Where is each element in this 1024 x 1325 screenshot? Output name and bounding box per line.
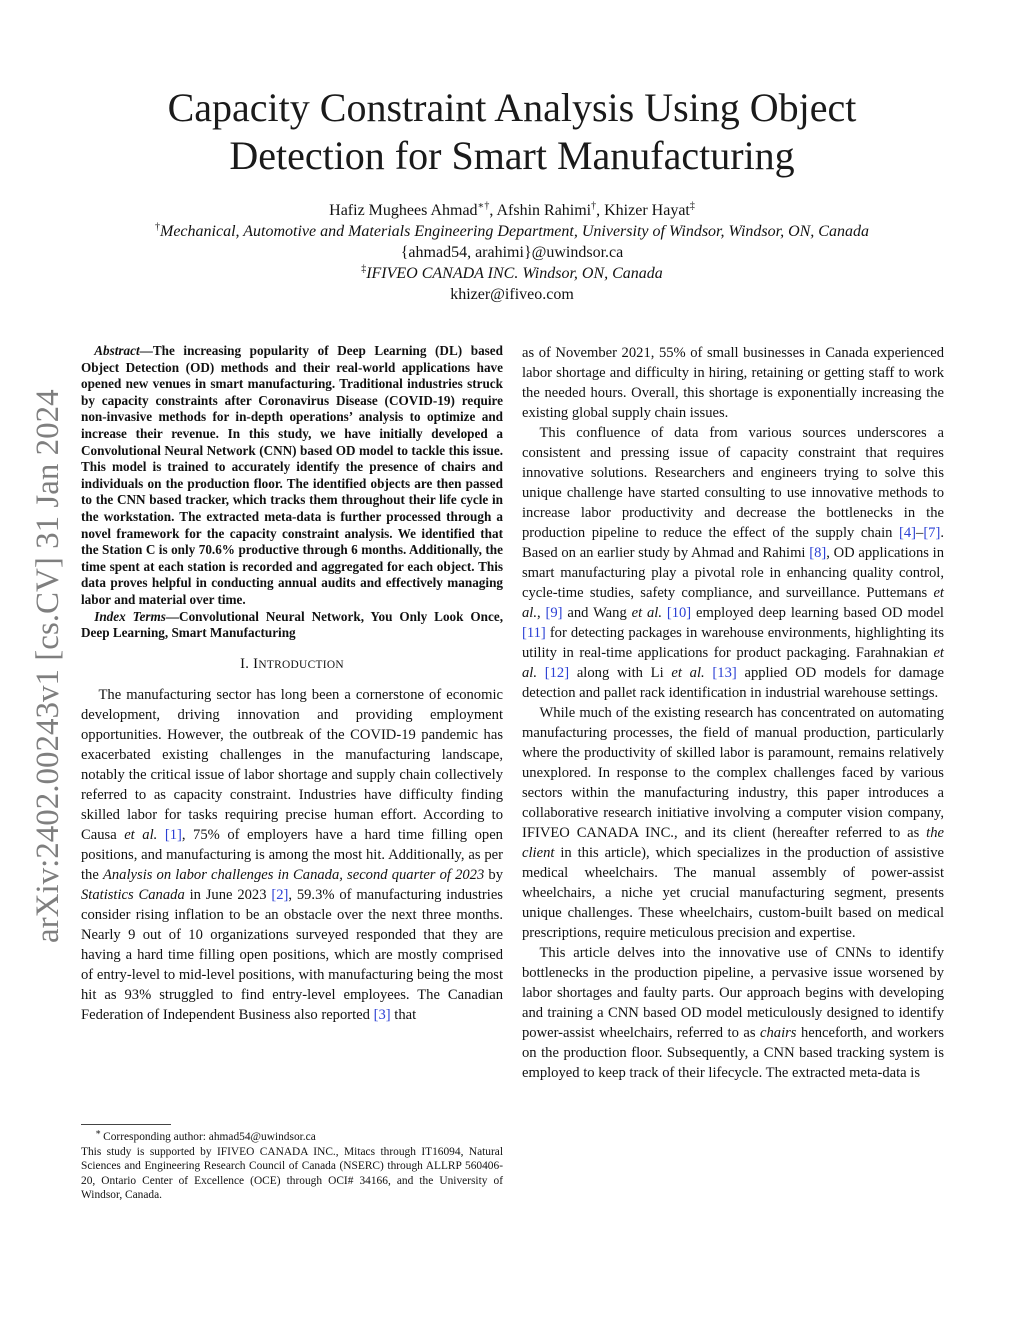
body-paragraph-4 [522,943,944,1083]
section-title-initial: I [253,655,259,672]
body-paragraph-3 [522,703,944,943]
citation-9[interactable]: [9] [545,605,563,621]
p4-chairs: chairs [760,1025,797,1041]
p3-the-client: the client [522,825,944,861]
abstract [81,343,503,609]
affiliation-1-text: Mechanical, Automotive and Materials Engineering Department, University of Windsor, Windsor, ON, Canada [160,223,869,240]
affiliation-1 [80,221,944,242]
citation-3[interactable]: [3] [373,1006,391,1023]
p2-etal-4: et al. [671,665,705,681]
p2-comma: , [537,605,546,621]
affiliation-2-text: IFIVEO CANADA INC. Windsor, ON, Canada [366,265,663,282]
index-terms-text: —Convolutional Neural Network, You Only Look Once, Deep Learning, Smart Manufacturing [81,608,503,641]
left-column [81,343,503,1025]
p4-text-a: This article delves into the innovative use of CNNs to identify bottlenecks in the production pipeline, a pervasive issue worsened by labor shortages and faulty parts. Our approach begins with developing and training a CNN based OD model meticulously designed to identify power-assist wheelchairs, referred to as [522,945,944,1041]
citation-12[interactable]: [12] [544,665,570,681]
p2-text-g: along with Li [569,665,672,681]
title-line-2: Detection for Smart Manufacturing [229,133,795,178]
email-line-1: {ahmad54, arahimi}@uwindsor.ca [400,244,624,261]
intro-text-c: in June 2023 [184,886,272,903]
affiliation-2-mark: ‡ [361,263,367,275]
section-title-rest: NTRODUCTION [258,658,344,671]
intro-report-title: Analysis on labor challenges in Canada, second quarter of 2023 [102,866,485,883]
p2-text-f: for detecting packages in warehouse environments, highlighting its utility in real-time applications for product packaging. Farahnakian [522,625,944,661]
intro-by: by [484,866,504,883]
intro-text-a: The manufacturing sector has long been a cornerstone of economic development, driving innovation and providing employment opportunities. However, the outbreak of the COVID-19 pandemic has exacerbated existing challenges in the manufacturing landscape, notably the critical issue of labor shortage and supply chain collectively referred to as capacity constraint. Industries have difficulty finding skilled labor for tasks requiring precise human effort. According to Causa [81,686,503,843]
body-paragraph-2 [522,423,944,703]
citation-11[interactable]: [11] [522,625,546,641]
author-block [80,200,944,305]
author-names [80,200,944,221]
citation-8[interactable]: [8] [809,545,827,561]
citation-13[interactable]: [13] [712,665,737,681]
author-1-marks: ∗† [477,200,490,212]
citation-10[interactable]: [10] [666,605,692,621]
p2-text-a: This confluence of data from various sources underscores a consistent and pressing issue of capacity constraint that requires innovative solutions. Researchers and engineers trying to solve this unique challenge have started consulting to use innovative methods to increase labor productivity and decrease the bottlenecks in the production pipeline to reduce the effect of the supply chain [522,425,944,541]
index-terms [81,609,503,642]
footnote [81,1127,503,1203]
citation-4[interactable]: [4] [898,525,917,541]
p2-text-e: employed deep learning based OD model [691,605,944,621]
section-heading-introduction [81,654,503,675]
author-3: , Khizer Hayat [596,202,690,219]
affiliation-2 [80,263,944,284]
p3-text-a: While much of the existing research has concentrated on automating manufacturing processes, the field of manual production, particularly where the productivity of skilled labor is paramount, remains relatively unexplored. In response to the complex challenges faced by various sectors within the manufacturing industry, this paper introduces a collaborative research initiative involving a computer vision company, IFIVEO CANADA INC., and its client (hereafter referred to as [522,705,944,841]
right-column [522,343,944,1083]
p2-text-b: . Based on an earlier study by Ahmad and Rahimi [522,525,944,561]
intro-paragraph-1 [81,685,503,1025]
abstract-label: Abstract [94,343,140,358]
footnote-rule [81,1124,171,1125]
footnote-corresponding [81,1127,503,1145]
footnote-mark: ∗ [95,1127,102,1138]
affiliation-1-mark: † [155,221,160,233]
intro-text-d: , 59.3% of manufacturing industries consider rising inflation to be an obstacle over the next three months. Nearly 9 out of 10 organizations surveyed responded that they are having a hard time filling open positions, which are mostly comprised of entry-level to mid-level positions, with manufacturing being the most hit as 93% struggled to find entry-level employees. The Canadian Federation of Independent Business also reported [81,886,503,1023]
p3-text-b: in this article), which specializes in the production of assistive medical wheelchairs. The manual assembly of power-assist wheelchairs, a niche yet crucial manufacturing segment, presents unique challenges. These wheelchairs, custom-built based on medical prescriptions, require meticulous precision and expertise. [522,845,944,941]
p2-text-c: , OD applications in smart manufacturing play a pivotal role in enhancing quality control, cycle-time studies, safety compliance, and surveillance. Puttemans [522,545,944,601]
body-paragraph-continued: as of November 2021, 55% of small businesses in Canada experienced labor shortage and difficulty in hiring, retaining or getting staff to work the needed hours. Overall, this shortage is exponentially increasing the existing global supply chain issues. [522,345,944,421]
intro-text-b: , 75% of employers have a hard time filling open positions, and manufacturing is among the most hit. Additionally, as per the [81,826,503,883]
p2-etal-3: et al. [522,645,944,681]
citation-7[interactable]: [7] [923,525,941,541]
author-2-marks: † [591,200,597,212]
paper-title [80,84,944,180]
author-3-marks: ‡ [689,200,695,212]
footnote-support: This study is supported by IFIVEO CANADA INC., Mitacs through IT16094, Natural Sciences and Engineering Research Council of Canada (NSERC) through ALLRP 560406-20, Ontario Center of Excellence (OCE) through OCI# 34166, and the University of Windsor, Canada. [81,1145,503,1202]
abstract-text: —The increasing popularity of Deep Learning (DL) based Object Detection (OD) methods and their real-world applications have opened new venues in smart manufacturing. Traditional industries struck by capacity constraints after Coronavirus Disease (COVID-19) require non-invasive methods for in-depth operations’ analysis to optimize and increase their revenue. In this study, we have initially developed a Convolutional Neural Network (CNN) based OD model to tackle this issue. This model is trained to accurately identify the presence of chairs and individuals on the production floor. The identified objects are then passed to the CNN based tracker, which tracks them throughout their life cycle in the workstation. The extracted meta-data is further processed through a novel framework for the capacity constraint analysis. We identified that the Station C is only 70.6% productive through 6 months. Additionally, the time spent at each station is recorded and aggregated for each object. This data proves helpful in conducting annual audits and effectively managing labor and material over time. [81,343,503,607]
section-number: I. [240,655,254,672]
email-line-2: khizer@ifiveo.com [450,286,574,303]
footnote-corresponding-text: Corresponding author: ahmad54@uwindsor.ca [103,1131,316,1143]
p4-text-b: henceforth, and workers on the production floor. Subsequently, a CNN based tracking system is employed to keep track of their lifecycle. The extracted meta-data is [522,1025,944,1081]
citation-1[interactable]: [1] [164,826,182,843]
author-2: , Afshin Rahimi [489,202,592,219]
intro-statcan: Statistics Canada [81,886,185,903]
title-line-1: Capacity Constraint Analysis Using Object [167,85,857,130]
p2-text-d: and Wang [562,605,632,621]
p2-text-h: applied OD models for damage detection and pallet rack identification in industrial warehouse settings. [522,665,945,701]
intro-text-e: that [390,1006,417,1023]
p2-etal-1: et al. [522,585,944,621]
citation-range-dash: – [916,525,924,541]
arxiv-identifier-stamp: arXiv:2402.00243v1 [cs.CV] 31 Jan 2024 [30,389,66,943]
index-terms-label: Index Terms [94,608,166,624]
p2-etal-2: et al. [631,605,662,621]
citation-2[interactable]: [2] [271,886,289,903]
author-1: Hafiz Mughees Ahmad [329,202,478,219]
intro-etal: et al. [124,826,158,843]
